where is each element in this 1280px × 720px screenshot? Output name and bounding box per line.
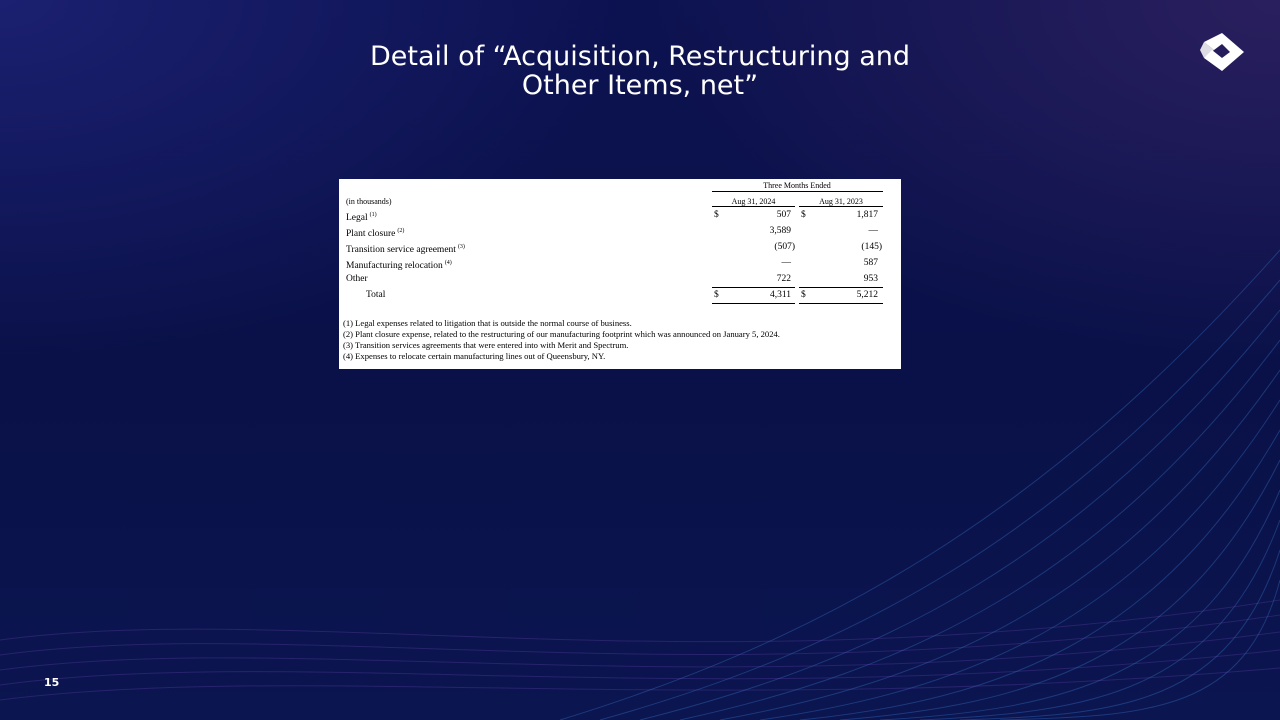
footnote: (3) Transition services agreements that were entered into with Merit and Spectrum. bbox=[343, 340, 629, 350]
table-row-label: Plant closure $^{(2)}$ bbox=[346, 228, 405, 239]
footnote: (2) Plant closure expense, related to the restructuring of our manufacturing footprint which was announced on January 5, 2024. bbox=[343, 329, 780, 339]
subtotal-rule-2024 bbox=[712, 287, 795, 288]
table-cell-2023: 1,817 bbox=[856, 210, 878, 220]
col-header-2024: Aug 31, 2024 bbox=[731, 197, 776, 206]
table-cell-2024: 507 bbox=[776, 210, 791, 220]
table-row-label: Transition service agreement $^{(3)}$ bbox=[346, 244, 465, 255]
table-cell-2023: — bbox=[868, 226, 878, 236]
currency-symbol: $ bbox=[801, 210, 806, 220]
slide-title-line-2: Other Items, net” bbox=[521, 70, 759, 101]
financial-table bbox=[339, 179, 901, 369]
table-cell-2023: 953 bbox=[863, 274, 878, 284]
slide-title bbox=[340, 42, 940, 100]
footnote: (1) Legal expenses related to litigation that is outside the normal course of business. bbox=[343, 318, 632, 328]
currency-symbol: $ bbox=[714, 290, 719, 300]
total-2023: 5,212 bbox=[856, 290, 878, 300]
table-cell-2024: — bbox=[781, 258, 791, 268]
currency-symbol: $ bbox=[714, 210, 719, 220]
col-header-2024-rule bbox=[712, 206, 795, 207]
col-header-2023: Aug 31, 2023 bbox=[819, 197, 863, 206]
table-cell-2024: 722 bbox=[776, 274, 791, 284]
table-row-label: Other bbox=[346, 274, 368, 284]
company-logo-icon bbox=[1198, 30, 1248, 74]
table-row-label: Legal $^{(1)}$ bbox=[346, 212, 377, 223]
total-label: Total bbox=[366, 290, 386, 300]
subtotal-rule-2023 bbox=[799, 287, 883, 288]
table-cell-2024: (507) bbox=[774, 242, 795, 252]
table-cell-2023: (145) bbox=[861, 242, 882, 252]
period-header: Three Months Ended bbox=[763, 181, 831, 190]
total-rule-2024 bbox=[712, 303, 795, 304]
header-rule bbox=[712, 191, 883, 192]
units-label: (in thousands) bbox=[346, 197, 392, 206]
slide-title-line-1: Detail of “Acquisition, Restructuring and bbox=[369, 41, 911, 72]
table-cell-2024: 3,589 bbox=[769, 226, 791, 236]
page-number: 15 bbox=[44, 676, 60, 689]
total-2024: 4,311 bbox=[769, 290, 791, 300]
table-row-label: Manufacturing relocation $^{(4)}$ bbox=[346, 260, 452, 271]
footnote: (4) Expenses to relocate certain manufacturing lines out of Queensbury, NY. bbox=[343, 351, 606, 361]
total-rule-2023 bbox=[799, 303, 883, 304]
table-cell-2023: 587 bbox=[863, 258, 878, 268]
currency-symbol: $ bbox=[801, 290, 806, 300]
col-header-2023-rule bbox=[799, 206, 883, 207]
